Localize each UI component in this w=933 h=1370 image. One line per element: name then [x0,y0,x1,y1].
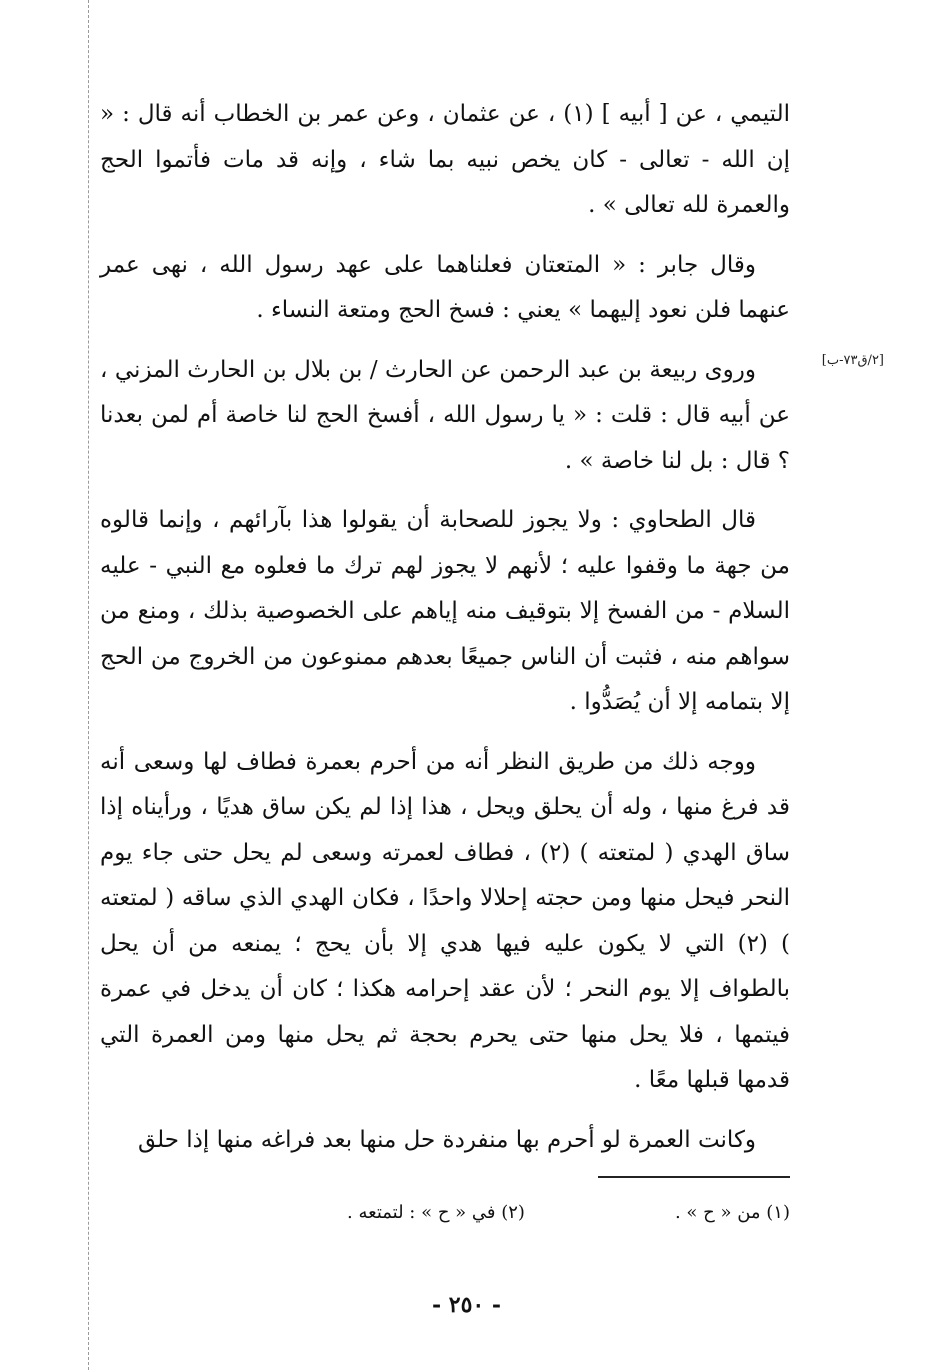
footnote-2: (٢) في « ح » : لتمتعه . [347,1202,525,1223]
margin-guide-line [88,0,89,1370]
paragraph: وقال جابر : « المتعتان فعلناهما على عهد رسول الله ، نهى عمر عنهما فلن نعود إليهما » يعني : فسخ الحج ومتعة النساء . [100,251,790,323]
manuscript-folio-reference: [٢/ق٧٣-ب] [821,353,884,368]
paragraph: وكانت العمرة لو أحرم بها منفردة حل منها بعد فراغه منها إذا حلق [137,1126,756,1153]
footnotes [100,1198,790,1228]
paragraph: التيمي ، عن [ أبيه ] (١) ، عن عثمان ، وعن عمر بن الخطاب أنه قال : « إن الله - تعالى - كان يخص نبيه بما شاء ، وإنه قد مات فأتموا الحج والعمرة لله تعالى » . [100,101,790,218]
footnote-separator [598,1176,790,1178]
paragraph: قال الطحاوي : ولا يجوز للصحابة أن يقولوا هذا بآرائهم ، وإنما قالوه من جهة ما وقفوا عليه ؛ لأنهم لا يجوز لهم ترك ما فعلوه مع النبي - عليه السلام - من الفسخ إلا بتوقيف منه إياهم على الخصوصية بذلك ، ومنع من سواهم منه ، فثبت أن الناس جميعًا بعدهم ممنوعون من الخروج من الحج إلا بتمامه إلا أن يُصَدُّوا . [100,507,790,715]
main-text-body [100,92,790,1177]
paragraph: ووجه ذلك من طريق النظر أنه من أحرم بعمرة فطاف لها وسعى أنه قد فرغ منها ، وله أن يحلق ويحل ، هذا إذا لم يكن ساق هديًا ، ورأيناه إذا ساق الهدي ( لمتعته ) (٢) ، فطاف لعمرته وسعى لم يحل حتى جاء يوم النحر فيحل منها ومن حجته إحلالا واحدًا ، فكان الهدي الذي ساقه ( لمتعته ) (٢) التي لا يكون عليه فيها هدي إلا بأن يحج ؛ يمنعه من أن يحل بالطواف إلا يوم النحر ؛ لأن عقد إحرامه هكذا ؛ كان أن يدخل في عمرة فيتمها ، فلا يحل منها حتى يحرم بحجة ثم يحل منها ومن العمرة التي قدمها قبلها معًا . [100,748,790,1093]
footnote-1: (١) من « ح » . [674,1202,790,1223]
paragraph: وروى ربيعة بن عبد الرحمن عن الحارث / بن بلال بن الحارث المزني ، عن أبيه قال : قلت : « يا رسول الله ، أفسخ الحج لنا خاصة أم لمن بعدنا ؟ قال : بل لنا خاصة » . [100,356,790,474]
page-number: - ٢٥٠ - [431,1292,502,1318]
